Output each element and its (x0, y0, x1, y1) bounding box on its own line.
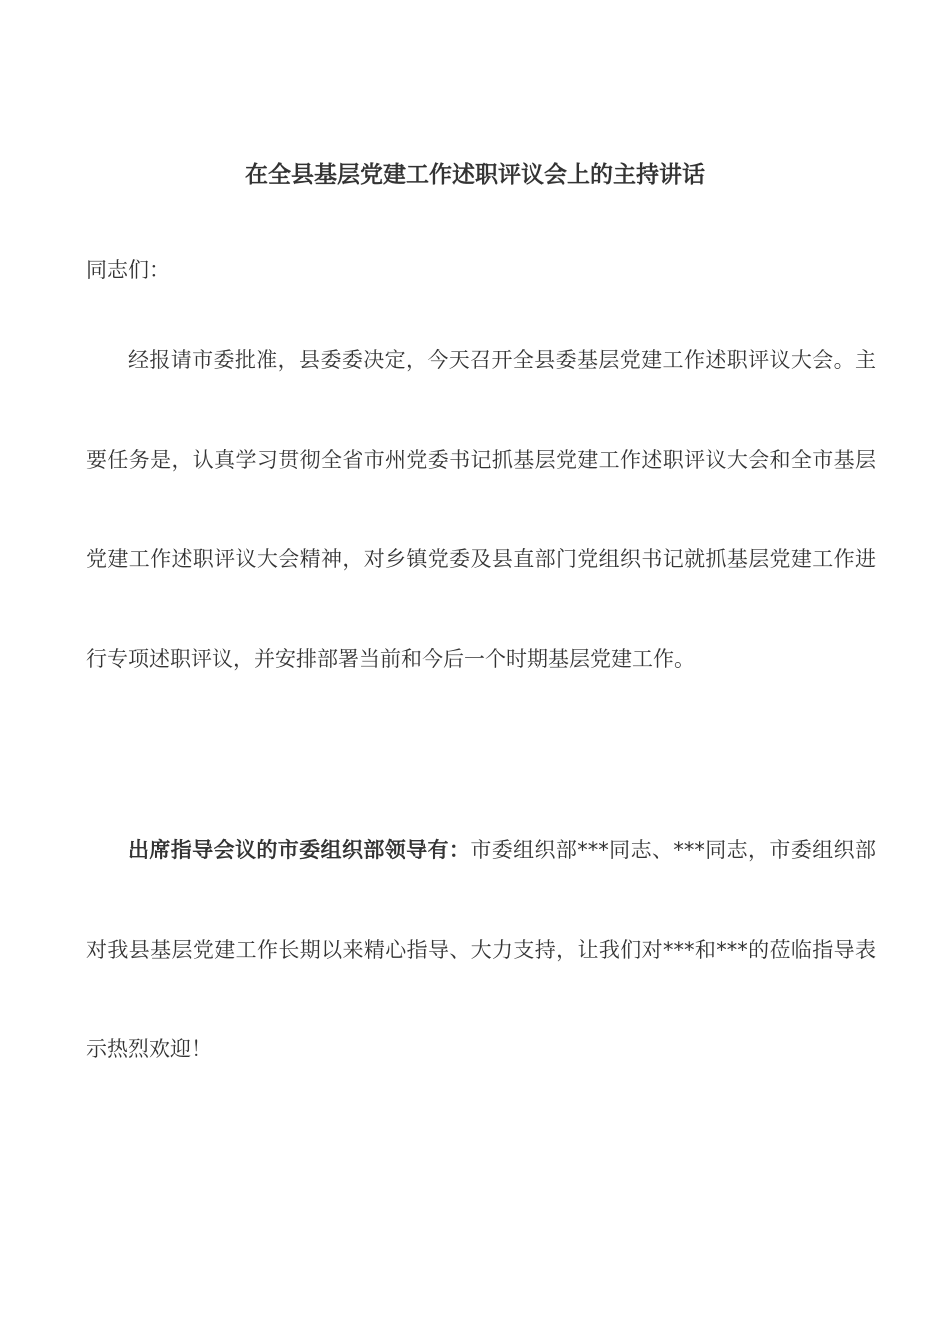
document-title: 在全县基层党建工作述职评议会上的主持讲话 (245, 162, 705, 188)
salutation: 同志们： (86, 258, 170, 282)
paragraph-1-text: 经报请市委批准，县委委决定，今天召开全县委基层党建工作述职评议大会。主要任务是，认真学习贯彻全省市州党委书记抓基层党建工作述职评议大会和全市基层党建工作述职评议大会精神，对乡镇党委及县直部门党组织书记就抓基层党建工作进行专项述职评议，并安排部署当前和今后一个时期基层党建工作。 (86, 348, 876, 671)
paragraph-1 (86, 311, 876, 709)
paragraph-2-bold-lead: 出席指导会议的市委组织部领导有： (128, 838, 471, 862)
paragraph-2-text: 市委组织部***同志、***同志，市委组织部对我县基层党建工作长期以来精心指导、大力支持，让我们对***和***的莅临指导表示热烈欢迎！ (86, 838, 877, 1061)
paragraph-2 (86, 801, 876, 1100)
